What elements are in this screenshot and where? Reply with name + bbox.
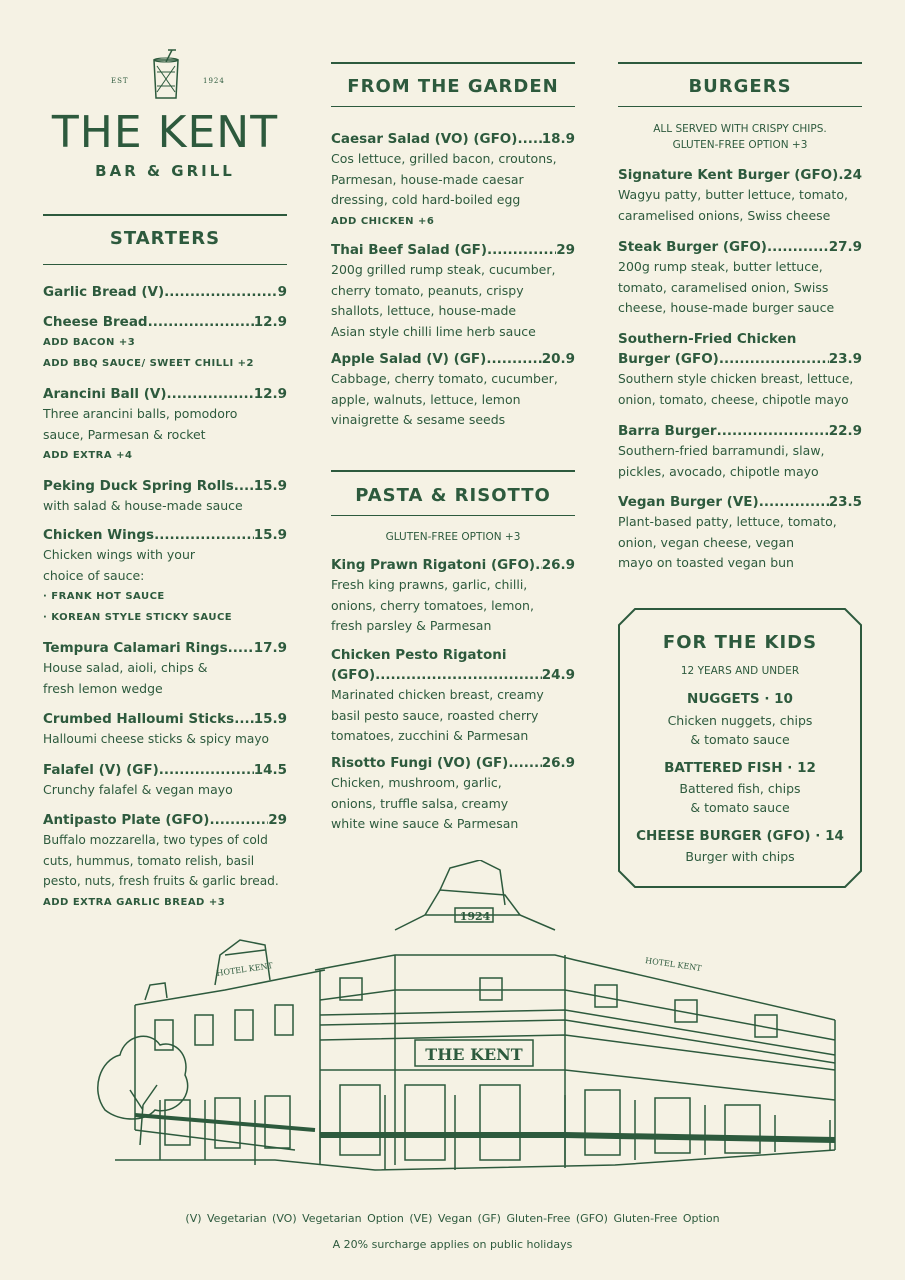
item-desc: onions, cherry tomatoes, lemon,	[331, 597, 534, 613]
item-price: 26.9	[541, 557, 575, 573]
item-desc: Chicken wings with your	[43, 547, 196, 562]
item-name: Falafel (V) (GF)	[43, 762, 159, 778]
item-desc: choice of sauce:	[43, 567, 145, 583]
kids-note: 12 YEARS AND UNDER	[680, 665, 800, 677]
item-desc: pickles, avocado, chipotle mayo	[618, 463, 819, 479]
item-desc: Southern-fried barramundi, slaw,	[618, 443, 825, 458]
item-desc: onion, tomato, cheese, chipotle mayo	[618, 392, 849, 407]
item-desc: with salad & house-made sauce	[43, 498, 243, 513]
item-desc: 200g rump steak, butter lettuce,	[618, 259, 823, 274]
menu-item	[618, 165, 862, 226]
item-desc: caramelised onions, Swiss cheese	[618, 207, 831, 223]
garden-rule-bottom	[331, 106, 575, 107]
item-desc: dressing, cold hard-boiled egg	[331, 192, 521, 207]
item-name: Crumbed Halloumi Sticks	[43, 711, 235, 727]
item-desc: tomato, caramelised onion, Swiss	[618, 279, 829, 295]
menu-item	[43, 638, 287, 699]
item-name: Steak Burger (GFO)	[618, 239, 767, 255]
menu-item	[331, 753, 575, 835]
item-desc: pesto, nuts, fresh fruits & garlic bread.	[43, 874, 279, 888]
menu-item	[618, 492, 862, 574]
kids-item-desc: & tomato sauce	[690, 732, 790, 747]
item-price: 23.5	[828, 494, 862, 510]
item-desc: mayo on toasted vegan bun	[618, 555, 794, 570]
menu-item	[43, 384, 287, 466]
item-price: 22.9	[828, 423, 862, 439]
kids-item-name: BATTERED FISH · 12	[664, 760, 816, 776]
building-side-sign: HOTEL KENT	[215, 961, 274, 978]
item-price: 18.9	[541, 131, 575, 147]
item-desc: white wine sauce & Parmesan	[331, 816, 519, 831]
pasta-rule-top	[331, 470, 575, 472]
item-desc: Parmesan, house-made caesar	[331, 171, 524, 187]
starters-rule-bottom	[43, 264, 287, 265]
logo-subtitle: BAR & GRILL	[95, 162, 235, 180]
starters-rule-top	[43, 214, 287, 216]
menu-item	[331, 129, 575, 232]
kids-item-name: NUGGETS · 10	[687, 691, 793, 707]
menu-item	[618, 329, 862, 410]
item-name: (GFO)	[331, 667, 376, 683]
item-extra: ADD EXTRA +4	[43, 450, 133, 461]
menu-item	[331, 240, 575, 342]
item-name: Barra Burger	[618, 423, 717, 439]
item-desc: tomatoes, zucchini & Parmesan	[331, 728, 529, 743]
menu-item	[331, 555, 575, 637]
item-price: 20.9	[541, 351, 575, 367]
item-name: Cheese Bread	[43, 314, 148, 330]
kids-item-desc: Chicken nuggets, chips	[667, 713, 813, 728]
item-price: 15.9	[253, 478, 287, 494]
menu-item	[43, 312, 287, 374]
kids-item-name: CHEESE BURGER (GFO) · 14	[636, 828, 844, 844]
burgers-note: ALL SERVED WITH CRISPY CHIPS.	[653, 123, 827, 135]
menu-item	[43, 476, 287, 517]
item-desc: Buffalo mozzarella, two types of cold	[43, 833, 268, 847]
item-extra: · FRANK HOT SAUCE	[43, 591, 165, 602]
item-desc: Chicken, mushroom, garlic,	[331, 775, 502, 790]
logo-year: 1924	[203, 77, 225, 85]
item-price: 27.9	[828, 239, 862, 255]
menu-item	[43, 709, 287, 750]
item-name: Vegan Burger (VE)	[618, 494, 759, 510]
menu-item	[43, 282, 287, 302]
item-desc: sauce, Parmesan & rocket	[43, 426, 206, 442]
item-desc: cheese, house-made burger sauce	[618, 300, 835, 315]
hotel-building-illustration	[95, 860, 845, 1190]
item-price: 12.9	[253, 386, 287, 402]
item-name: Signature Kent Burger (GFO)	[618, 167, 839, 183]
item-price: 9	[277, 284, 287, 300]
item-price: 26.9	[541, 755, 575, 771]
kids-title: FOR THE KIDS	[662, 632, 818, 653]
logo-est: EST	[111, 77, 129, 85]
item-extra: ADD BBQ SAUCE/ SWEET CHILLI +2	[43, 358, 255, 369]
building-year: 1924	[459, 910, 491, 923]
item-price: 14.5	[253, 762, 287, 778]
burgers-title: BURGERS	[688, 76, 792, 97]
item-price: 17.9	[253, 640, 287, 656]
item-desc: fresh parsley & Parmesan	[331, 618, 492, 633]
pasta-rule-bottom	[331, 515, 575, 516]
item-name: Caesar Salad (VO) (GFO)	[331, 131, 518, 147]
item-name: Arancini Ball (V)	[43, 386, 167, 402]
starters-title: STARTERS	[109, 228, 221, 249]
menu-item	[618, 421, 862, 482]
cocktail-glass-icon	[146, 48, 186, 102]
item-desc: cherry tomato, peanuts, crispy	[331, 282, 524, 298]
item-desc: shallots, lettuce, house-made	[331, 303, 517, 318]
item-desc: House salad, aioli, chips &	[43, 660, 208, 675]
menu-item	[331, 645, 575, 747]
dietary-legend: (V) Vegetarian (VO) Vegetarian Option (VE) Vegan (GF) Gluten-Free (GFO) Gluten-Free Option	[185, 1212, 720, 1225]
logo-name: THE KENT	[51, 107, 279, 158]
kids-item-desc: & tomato sauce	[690, 800, 790, 815]
item-price: 15.9	[253, 711, 287, 727]
item-name: Burger (GFO)	[618, 351, 719, 367]
surcharge-note: A 20% surcharge applies on public holidays	[332, 1238, 573, 1251]
logo	[43, 48, 287, 188]
item-desc: Crunchy falafel & vegan mayo	[43, 782, 233, 797]
item-name: Risotto Fungi (VO) (GF)	[331, 755, 509, 771]
item-desc: Three arancini balls, pomodoro	[43, 406, 238, 421]
item-price: 24.9	[541, 667, 575, 683]
item-price: 29	[556, 242, 575, 258]
item-desc: fresh lemon wedge	[43, 680, 163, 696]
item-desc: Asian style chilli lime herb sauce	[331, 323, 536, 339]
item-desc: Fresh king prawns, garlic, chilli,	[331, 577, 528, 592]
menu-item	[43, 760, 287, 801]
garden-rule-top	[331, 62, 575, 64]
burgers-rule-top	[618, 62, 862, 64]
item-price: 29	[268, 812, 287, 828]
item-name: Thai Beef Salad (GF)	[331, 242, 488, 258]
item-extra: ADD EXTRA GARLIC BREAD +3	[43, 896, 226, 908]
item-desc: Marinated chicken breast, creamy	[331, 687, 544, 702]
item-desc: cuts, hummus, tomato relish, basil	[43, 853, 255, 868]
garden-title: FROM THE GARDEN	[347, 76, 559, 97]
item-desc: onions, truffle salsa, creamy	[331, 795, 509, 811]
item-name: Chicken Pesto Rigatoni	[331, 647, 507, 663]
item-name: Antipasto Plate (GFO)	[43, 812, 210, 828]
building-sign: THE KENT	[425, 1045, 523, 1064]
burgers-note: GLUTEN-FREE OPTION +3	[672, 139, 808, 151]
menu-item	[331, 349, 575, 431]
building-side-sign-right: HOTEL KENT	[644, 956, 703, 973]
item-desc: basil pesto sauce, roasted cherry	[331, 707, 539, 723]
item-price: 24	[843, 167, 862, 183]
item-desc: onion, vegan cheese, vegan	[618, 534, 795, 550]
pasta-title: PASTA & RISOTTO	[355, 485, 551, 506]
item-name: Southern-Fried Chicken	[618, 331, 797, 347]
item-desc: Halloumi cheese sticks & spicy mayo	[43, 732, 270, 746]
item-price: 15.9	[253, 527, 287, 543]
item-name: Garlic Bread (V)	[43, 284, 165, 300]
item-extra: · KOREAN STYLE STICKY SAUCE	[43, 612, 233, 623]
pasta-note: GLUTEN-FREE OPTION +3	[385, 531, 521, 543]
item-extra: ADD BACON +3	[43, 337, 136, 348]
item-desc: Plant-based patty, lettuce, tomato,	[618, 514, 837, 529]
menu-item	[618, 237, 862, 319]
item-desc: apple, walnuts, lettuce, lemon	[331, 391, 521, 407]
kids-item-desc: Burger with chips	[685, 849, 795, 864]
item-desc: Southern style chicken breast, lettuce,	[618, 372, 854, 386]
item-desc: Wagyu patty, butter lettuce, tomato,	[618, 187, 848, 202]
item-extra: ADD CHICKEN +6	[331, 215, 435, 227]
burgers-rule-bottom	[618, 106, 862, 107]
item-desc: vinaigrette & sesame seeds	[331, 412, 506, 427]
item-desc: 200g grilled rump steak, cucumber,	[331, 262, 556, 277]
item-name: Apple Salad (V) (GF)	[331, 351, 487, 367]
item-price: 23.9	[828, 351, 862, 367]
kids-item-desc: Battered fish, chips	[679, 781, 801, 796]
item-desc: Cos lettuce, grilled bacon, croutons,	[331, 151, 557, 166]
item-name: King Prawn Rigatoni (GFO)	[331, 557, 536, 573]
menu-item	[43, 525, 287, 628]
item-desc: Cabbage, cherry tomato, cucumber,	[331, 371, 558, 386]
item-name: Peking Duck Spring Rolls	[43, 478, 234, 494]
item-price: 12.9	[253, 314, 287, 330]
item-name: Chicken Wings	[43, 527, 155, 543]
item-name: Tempura Calamari Rings	[43, 640, 228, 656]
